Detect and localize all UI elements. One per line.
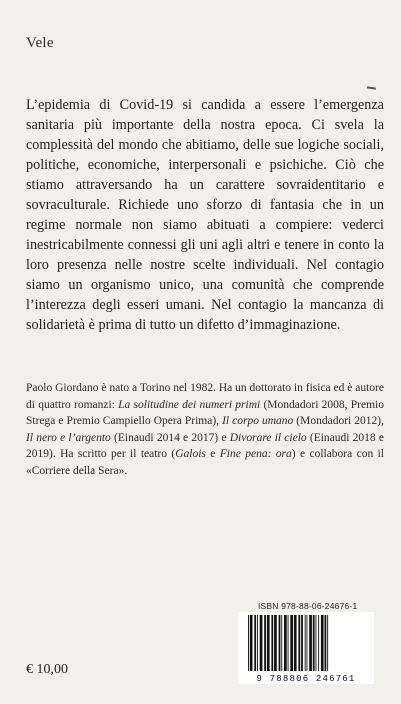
bio-text: e bbox=[205, 448, 220, 460]
cover-blurb: L’epidemia di Covid-19 si candida a essere l’emergenza sanitaria più importante della nostra epoca. Ci svela la complessità del mondo che abitiamo, delle sue logiche sociali, politiche, economiche, interpersonali e psichiche. Ciò che stiamo attraversando ha un carattere sovraidentitario e sovraculturale. Richiede uno sforzo di fantasia che in un regime normale non siamo abituati a compiere: vederci inestricabilmente connessi gli uni agli altri e tenere in conto la loro presenza nelle nostre scelte individuali. Nel contagio siamo un organismo unico, una comunità che comprende l’interezza degli esseri umani. Nel contagio la mancanza di solidarietà è prima di tutto un difetto d’immaginazione. bbox=[26, 97, 384, 333]
barcode-bar bbox=[267, 615, 270, 671]
barcode-bar bbox=[250, 615, 253, 671]
barcode-bar bbox=[316, 615, 317, 671]
play-title: Galois bbox=[175, 448, 206, 460]
barcode-bar bbox=[313, 615, 315, 671]
barcode-digits: 9 788806 246761 bbox=[256, 674, 356, 684]
barcode-bar bbox=[248, 615, 249, 671]
barcode-image bbox=[238, 612, 374, 684]
barcode-bar bbox=[284, 615, 287, 671]
series-name: Vele bbox=[26, 35, 54, 51]
barcode-bar bbox=[321, 615, 324, 671]
book-title: Il nero e l’argento bbox=[26, 431, 111, 444]
barcode-bar bbox=[290, 615, 293, 671]
barcode-bar bbox=[301, 615, 303, 671]
barcode-bar bbox=[254, 615, 256, 671]
barcode-bar bbox=[281, 615, 282, 671]
book-title: Il corpo umano bbox=[222, 415, 294, 427]
barcode-bar bbox=[298, 615, 300, 671]
barcode-bar bbox=[309, 615, 312, 671]
barcode-bar bbox=[274, 615, 277, 671]
barcode-bar bbox=[264, 615, 266, 671]
ink-mark bbox=[367, 86, 376, 89]
barcode-bar bbox=[305, 615, 306, 671]
barcode bbox=[238, 612, 374, 684]
bio-text: (Mondadori 2012), bbox=[293, 415, 384, 427]
book-title: Divorare il cielo bbox=[229, 431, 307, 444]
barcode-bar bbox=[257, 615, 258, 671]
bio-text: (Mondadori 2008, Premio Strega e Premio Campiello Opera Prima), bbox=[26, 398, 384, 427]
barcode-bar bbox=[279, 615, 281, 671]
barcode-bar bbox=[271, 615, 273, 671]
bio-text: Paolo Giordano è nato a Torino nel 1982. Ha un dottorato in fisica ed è autore di quattro romanzi: bbox=[26, 382, 384, 411]
book-title: La solitudine dei numeri primi bbox=[118, 398, 261, 411]
bio-text: ) e collabora con il «Corriere della Sera». bbox=[26, 448, 384, 477]
barcode-bar bbox=[327, 615, 328, 671]
barcode-bar bbox=[307, 615, 308, 671]
barcode-bar bbox=[288, 615, 289, 671]
isbn-label: ISBN 978-88-06-24676-1 bbox=[258, 601, 358, 611]
barcode-bar bbox=[260, 615, 263, 671]
author-bio bbox=[26, 380, 384, 479]
bio-text: (Einaudi 2018 e 2019). Ha scritto per il teatro ( bbox=[26, 431, 385, 460]
barcode-bar bbox=[325, 615, 327, 671]
bio-text: (Einaudi 2014 e 2017) e bbox=[110, 431, 230, 444]
play-title: Fine pena: ora bbox=[219, 448, 292, 460]
barcode-bar bbox=[294, 615, 297, 671]
barcode-bar bbox=[318, 615, 319, 671]
price: € 10,00 bbox=[26, 662, 68, 677]
